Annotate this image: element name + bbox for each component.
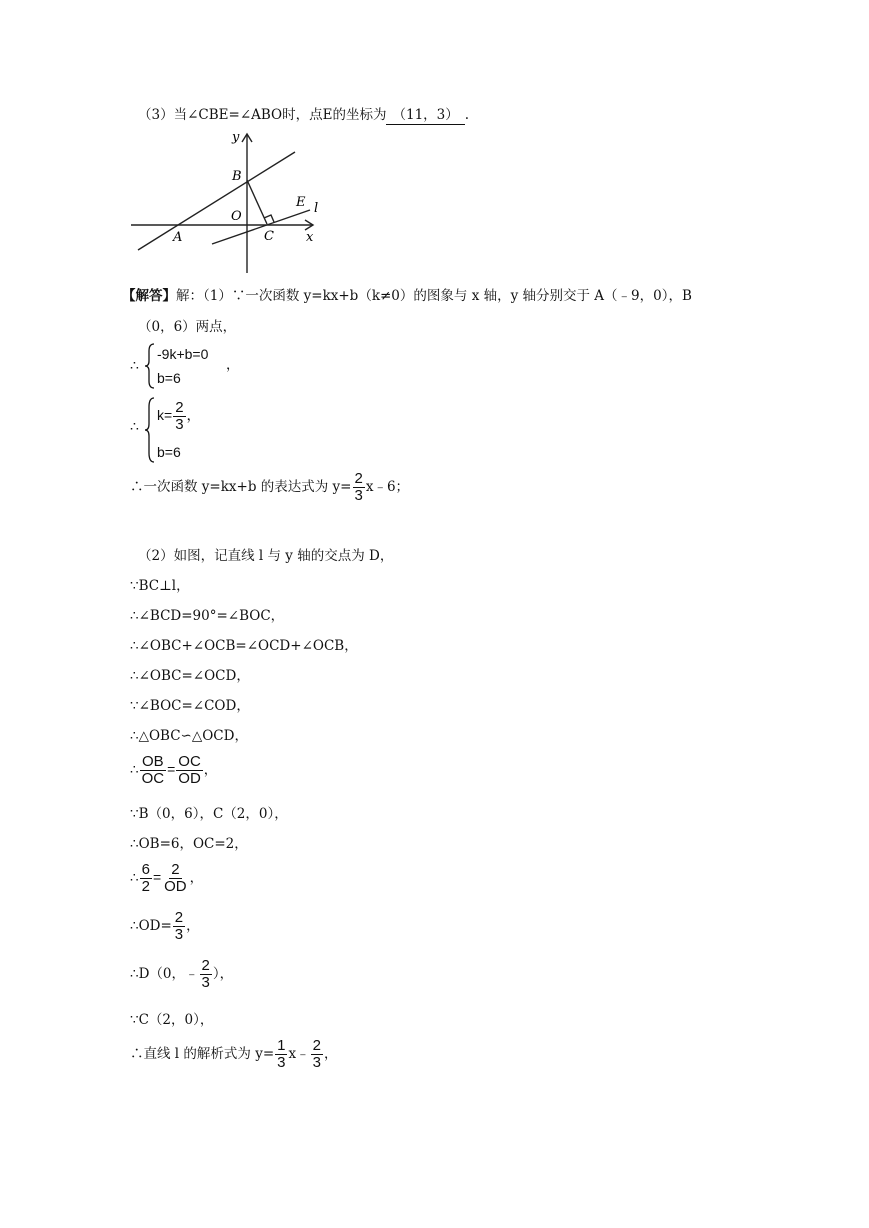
numerator: 2	[354, 470, 363, 487]
denominator: OD	[164, 878, 187, 895]
line-mid: x﹣	[288, 1046, 310, 1062]
line-prefix: ∴直线 l 的解析式为 y=	[130, 1046, 275, 1062]
numerator: 2	[175, 399, 184, 416]
therefore-symbol: ∴	[130, 762, 139, 778]
denominator: 3	[354, 487, 363, 504]
sys1-row2: b=6	[157, 370, 181, 386]
denominator: 3	[174, 926, 184, 943]
fraction-two-thirds	[311, 1038, 323, 1071]
part2-line-1: （2）如图，记直线 l 与 y 轴的交点为 D，	[138, 548, 394, 564]
part2-line-5: ∴∠OBC=∠OCD，	[130, 668, 250, 684]
fraction-6-2	[140, 862, 152, 895]
expression-prefix: ∴一次函数 y=kx+b 的表达式为 y=	[130, 479, 352, 495]
part2-line-4: ∴∠OBC+∠OCB=∠OCD+∠OCB，	[130, 638, 358, 654]
fraction-two-thirds	[173, 910, 185, 943]
numerator: OB	[142, 753, 164, 770]
equals-sign: =	[152, 869, 162, 885]
numerator: 2	[174, 909, 184, 926]
denominator: OC	[141, 770, 165, 787]
therefore-symbol: ∴	[130, 870, 139, 886]
part2-line-9: ∵B（0，6），C（2，0），	[130, 806, 288, 822]
line-l-equation	[130, 1038, 337, 1071]
d-tail: ），	[212, 966, 234, 982]
therefore-symbol: ∴	[130, 419, 139, 435]
label-l: l	[314, 201, 319, 216]
fraction-two-thirds	[173, 400, 185, 433]
solution-part1-line1: 解：（1）∵一次函数 y=kx+b（k≠0）的图象与 x 轴，y 轴分别交于 A（﹣9，0），B	[176, 288, 692, 304]
label-C: C	[264, 229, 274, 244]
part2-line-7: ∴△OBC∽△OCD，	[130, 728, 248, 744]
line-l	[212, 210, 310, 244]
sys2-row2: b=6	[157, 444, 181, 460]
question-3	[138, 106, 469, 125]
fraction-two-thirds	[353, 471, 365, 504]
sys1-tail: ，	[226, 357, 240, 373]
brace-1	[144, 343, 156, 389]
part2-line-2: ∵BC⊥l，	[130, 578, 190, 594]
label-O: O	[231, 209, 242, 224]
question-3-answer: （11，3）	[386, 106, 464, 125]
denominator: 3	[277, 1054, 286, 1071]
denominator: 3	[201, 974, 210, 991]
label-B: B	[232, 169, 242, 184]
numerator: OC	[178, 753, 201, 770]
ratio-line-2	[130, 862, 203, 895]
fraction-one-third	[275, 1038, 287, 1071]
label-E: E	[296, 195, 306, 210]
equals-sign: =	[167, 761, 176, 777]
sys2-row1	[157, 400, 201, 433]
coordinate-figure	[128, 128, 328, 278]
part2-line-6: ∵∠BOC=∠COD，	[130, 698, 250, 714]
d-coordinate-line	[130, 958, 233, 991]
solution-line-1	[122, 287, 692, 305]
numerator: 2	[312, 1037, 321, 1054]
label-y: y	[232, 130, 240, 145]
expression-suffix: x﹣6；	[365, 479, 410, 495]
solution-line-2: （0，6）两点，	[138, 319, 237, 335]
sys2-k-tail: ，	[186, 407, 201, 424]
question-3-suffix: .	[464, 107, 470, 123]
solution-heading: 【解答】	[122, 288, 176, 304]
brace-2	[144, 397, 156, 463]
label-x: x	[306, 230, 314, 245]
fraction-ob-oc	[140, 754, 167, 787]
line-tail: ，	[323, 1046, 338, 1062]
ratio-tail: ，	[203, 762, 218, 778]
denominator: OD	[178, 770, 201, 787]
denominator: 2	[141, 878, 150, 895]
ratio-line	[130, 754, 217, 787]
question-3-prefix: （3）当∠CBE=∠ABO时，点E的坐标为	[138, 107, 387, 123]
numerator: 1	[277, 1037, 286, 1054]
fraction-oc-od	[176, 754, 203, 787]
od-prefix: ∴OD=	[130, 918, 172, 934]
part2-line-14: ∵C（2，0），	[130, 1012, 214, 1028]
therefore-symbol: ∴	[130, 358, 139, 374]
od-tail: ，	[186, 918, 200, 934]
od-line	[130, 910, 200, 943]
numerator: 2	[201, 957, 210, 974]
sys2-k-label: k=	[157, 407, 173, 424]
part2-line-3: ∴∠BCD=90°=∠BOC，	[130, 608, 285, 624]
part2-line-10: ∴OB=6，OC=2，	[130, 836, 248, 852]
expression-line	[130, 471, 409, 504]
fraction-two-thirds	[200, 958, 212, 991]
ratio-2-tail: ，	[189, 870, 204, 886]
denominator: 3	[175, 416, 184, 433]
denominator: 3	[312, 1054, 321, 1071]
numerator: 6	[141, 861, 150, 878]
fraction-2-od	[162, 862, 189, 895]
numerator: 2	[171, 861, 180, 878]
sys1-row1: -9k+b=0	[157, 346, 209, 362]
d-prefix: ∴D（0，﹣	[130, 966, 199, 982]
label-A: A	[173, 230, 183, 245]
